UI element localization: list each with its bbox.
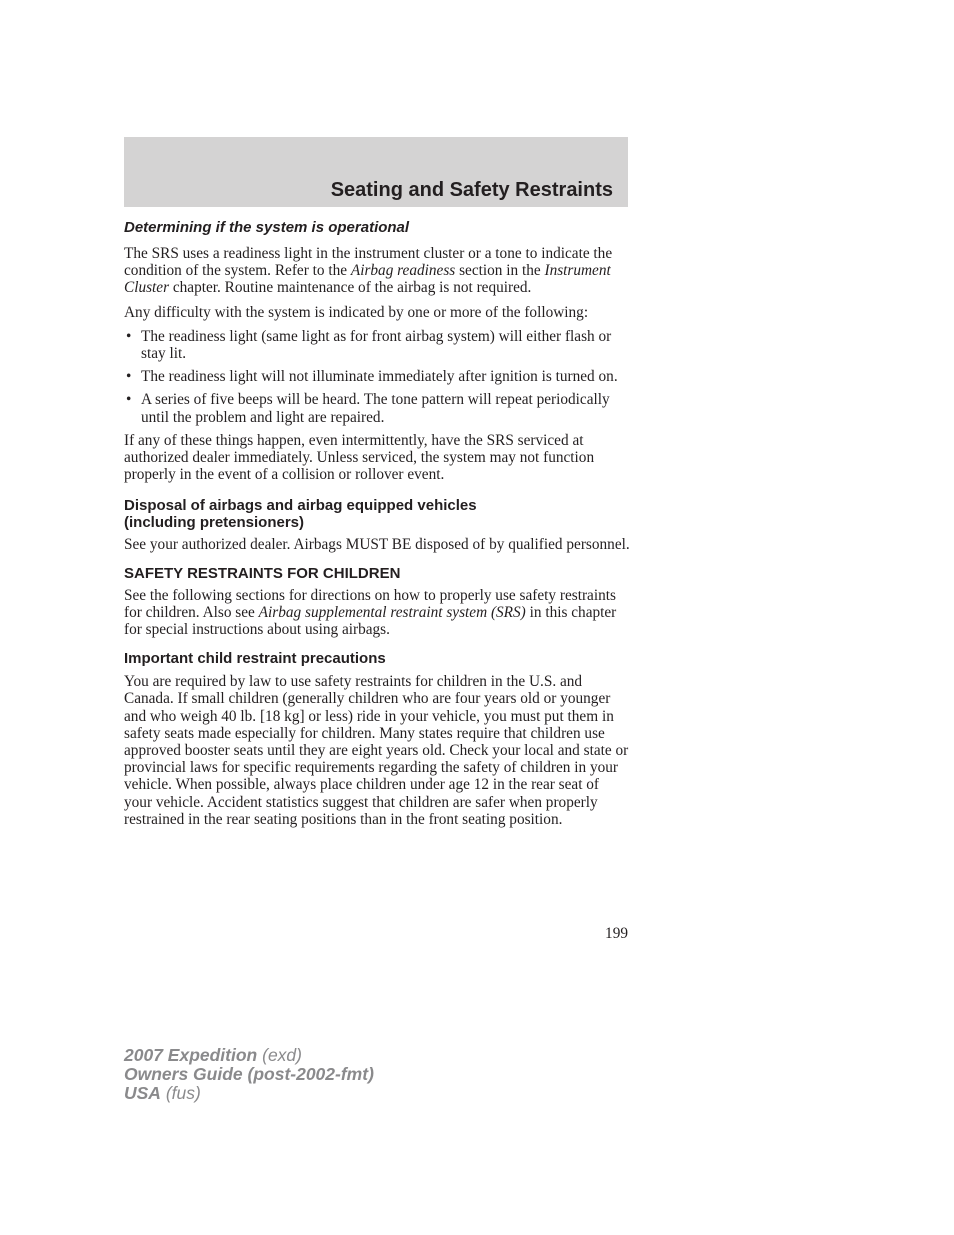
paragraph-disposal: See your authorized dealer. Airbags MUST BE disposed of by qualified personnel.	[124, 536, 630, 554]
section-heading-operational: Determining if the system is operational	[124, 219, 410, 236]
paragraph-service-warning: If any of these things happen, even intermittently, have the SRS serviced at authorized dealer immediately. Unless serviced, the system may not function properly in the event of a collision or rollover event.	[124, 431, 595, 484]
list-item: • The readiness light (same light as for front airbag system) will either flash or stay lit.	[126, 327, 612, 363]
bullet-icon: •	[126, 391, 132, 409]
paragraph-srs-readiness: The SRS uses a readiness light in the instrument cluster or a tone to indicate the condition of the system. Refer to the Airbag readiness section in the Instrument Cluster chapter. Routine maintenance of the airbag is not required.	[124, 245, 613, 297]
bullet-icon: •	[126, 368, 132, 386]
xref-instrument-cluster: Instrument Cluster	[124, 262, 611, 297]
page-content	[124, 219, 630, 835]
paragraph-precautions: You are required by law to use safety restraints for children in the U.S. and Canada. If small children (generally children who are four years old or younger and who weigh 40 lb. [18 kg] or less) ride in your vehicle, you must put them in safety seats made especially for children. Many states require that children use approved booster seats until they are eight years old. Check your local and state or provincial laws for specific requirements regarding the safety of children in your vehicle. When possible, always place children under age 12 in the rear seat of your vehicle. Accident statistics suggest that children are safer when properly restrained in the rear seating positions than in the front seating position.	[124, 673, 629, 828]
document-footer	[124, 1046, 374, 1103]
list-item: • The readiness light will not illuminate immediately after ignition is turned on.	[126, 368, 618, 386]
symptom-list	[124, 328, 630, 426]
paragraph-difficulty: Any difficulty with the system is indicated by one or more of the following:	[124, 303, 589, 321]
chapter-header-band	[124, 137, 628, 207]
section-heading-precautions: Important child restraint precautions	[124, 650, 386, 668]
chapter-title: Seating and Safety Restraints	[330, 179, 613, 201]
footer-line-market: USA (fus)	[124, 1083, 201, 1103]
xref-airbag-readiness: Airbag readiness	[350, 262, 456, 280]
bullet-icon: •	[126, 327, 132, 345]
footer-line-model: 2007 Expedition (exd)	[124, 1045, 302, 1065]
footer-line-guide: Owners Guide (post-2002-fmt)	[124, 1064, 374, 1084]
page-number: 199	[605, 925, 628, 942]
xref-airbag-srs: Airbag supplemental restraint system (SRS)	[258, 603, 526, 621]
list-item: • A series of five beeps will be heard. The tone pattern will repeat periodically until the problem and light are repaired.	[126, 391, 610, 426]
section-heading-disposal: Disposal of airbags and airbag equipped vehicles (including pretensioners)	[124, 497, 477, 532]
section-heading-child-restraints: SAFETY RESTRAINTS FOR CHILDREN	[124, 564, 401, 582]
paragraph-child-restraints: See the following sections for directions on how to properly use safety restraints for children. Also see Airbag supplemental restraint system (SRS) in this chapter for special instructions about using airbags.	[124, 586, 617, 639]
